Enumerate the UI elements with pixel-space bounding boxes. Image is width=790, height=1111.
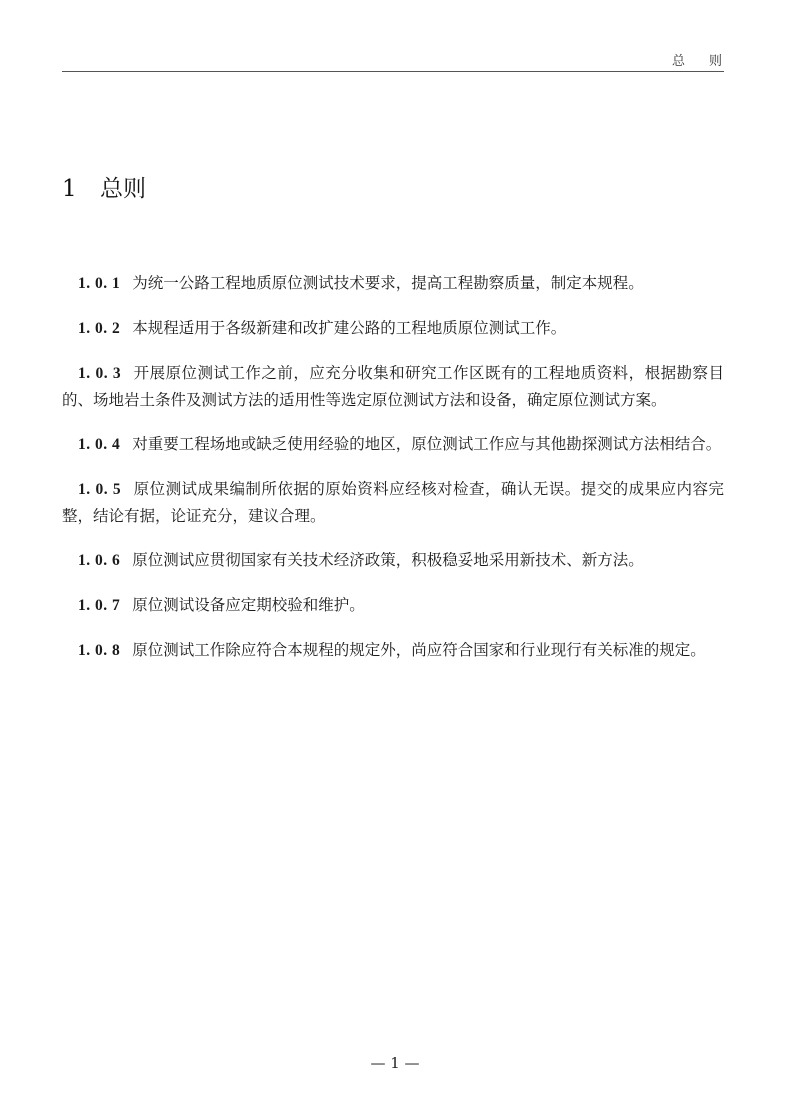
clause-text: 对重要工程场地或缺乏使用经验的地区，原位测试工作应与其他勘探测试方法相结合。 — [132, 435, 722, 453]
clause-1-0-8 — [62, 637, 724, 664]
clause-1-0-5 — [62, 476, 724, 529]
chapter-title — [62, 170, 146, 203]
running-header: 总则 — [671, 54, 746, 69]
clause-1-0-6 — [62, 547, 724, 574]
clause-1-0-4 — [62, 431, 724, 458]
clause-1-0-3 — [62, 360, 724, 413]
clause-number: 1. 0. 7 — [78, 597, 121, 614]
chapter-title-text: 总则 — [100, 176, 146, 202]
clause-text: 本规程适用于各级新建和改扩建公路的工程地质原位测试工作。 — [132, 319, 567, 337]
clause-text: 为统一公路工程地质原位测试技术要求，提高工程勘察质量，制定本规程。 — [132, 274, 644, 292]
clause-number: 1. 0. 8 — [78, 642, 121, 659]
clause-text: 开展原位测试工作之前，应充分收集和研究工作区既有的工程地质资料，根据勘察目的、场地岩土条件及测试方法的适用性等选定原位测试方法和设备，确定原位测试方案。 — [62, 364, 724, 409]
clause-1-0-1 — [62, 270, 724, 297]
clause-number: 1. 0. 5 — [78, 481, 122, 498]
clause-text: 原位测试应贯彻国家有关技术经济政策，积极稳妥地采用新技术、新方法。 — [132, 551, 644, 569]
header-rule — [62, 71, 724, 72]
clause-number: 1. 0. 6 — [78, 552, 121, 569]
clause-number: 1. 0. 2 — [78, 320, 121, 337]
clause-number: 1. 0. 1 — [78, 275, 121, 292]
clause-text: 原位测试设备应定期校验和维护。 — [132, 596, 365, 614]
clause-number: 1. 0. 4 — [78, 436, 121, 453]
clause-1-0-7 — [62, 592, 724, 619]
page-number: — 1 — — [370, 1054, 420, 1072]
clause-number: 1. 0. 3 — [78, 365, 122, 382]
chapter-number: 1 — [62, 176, 77, 202]
clause-1-0-2 — [62, 315, 724, 342]
clause-text: 原位测试工作除应符合本规程的规定外，尚应符合国家和行业现行有关标准的规定。 — [132, 641, 706, 659]
clause-text: 原位测试成果编制所依据的原始资料应经核对检查，确认无误。提交的成果应内容完整，结论有据，论证充分，建议合理。 — [62, 480, 724, 525]
clause-list — [62, 270, 724, 664]
